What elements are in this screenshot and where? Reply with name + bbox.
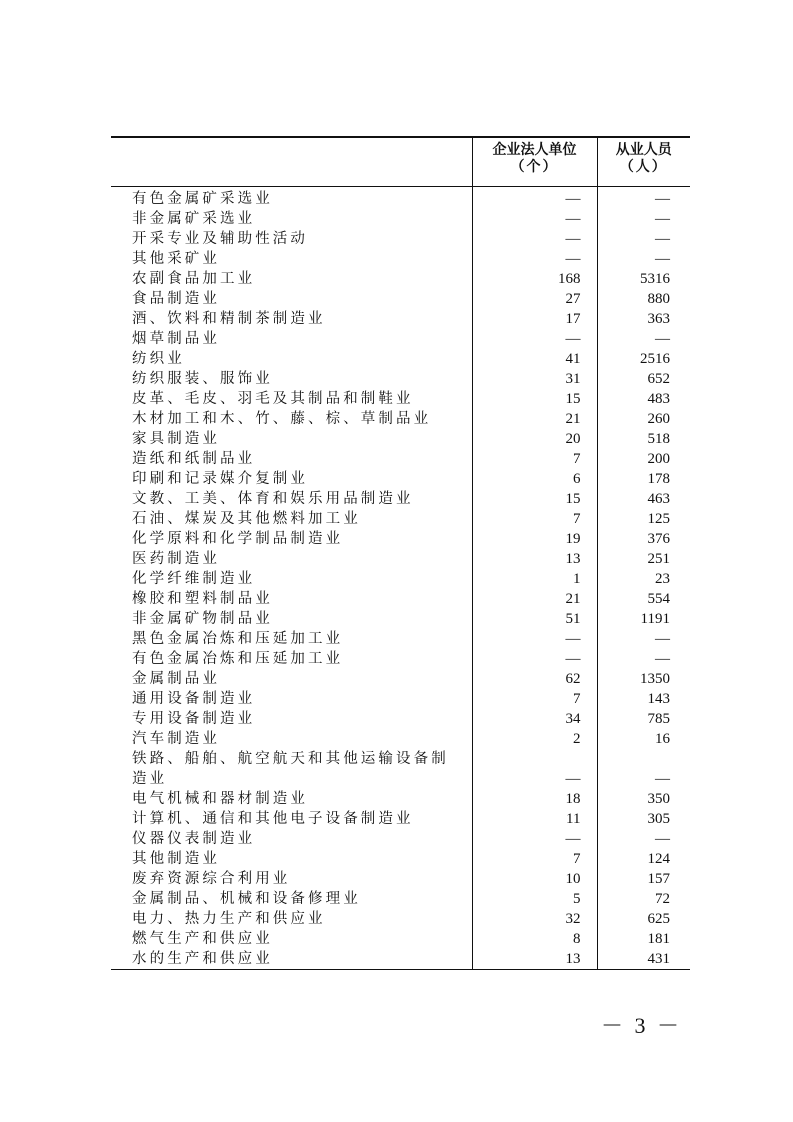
legal-entity-units-cell: 7 — [472, 449, 597, 469]
industry-name-cell: 计算机、通信和其他电子设备制造业 — [111, 809, 472, 829]
industry-name-cell: 橡胶和塑料制品业 — [111, 589, 472, 609]
industry-name-cell: 有色金属冶炼和压延加工业 — [111, 649, 472, 669]
industry-name-cell: 造纸和纸制品业 — [111, 449, 472, 469]
legal-entity-units-cell: 32 — [472, 909, 597, 929]
legal-entity-units-cell: 20 — [472, 429, 597, 449]
legal-entity-units-cell: 15 — [472, 489, 597, 509]
table-row — [111, 509, 690, 529]
table-row — [111, 569, 690, 589]
table-row — [111, 909, 690, 929]
industry-name-cell: 开采专业及辅助性活动 — [111, 229, 472, 249]
employees-cell: — — [655, 251, 670, 267]
legal-entity-units-cell: 1 — [472, 569, 597, 589]
employees-cell: 181 — [647, 931, 670, 947]
legal-entity-units-cell: 41 — [472, 349, 597, 369]
industry-name-cell: 专用设备制造业 — [111, 709, 472, 729]
industry-name-cell: 食品制造业 — [111, 289, 472, 309]
employees-cell: — — [655, 231, 670, 247]
industry-name-cell: 纺织业 — [111, 349, 472, 369]
industry-name-cell: 石油、煤炭及其他燃料加工业 — [111, 509, 472, 529]
industry-name-cell: 非金属矿物制品业 — [111, 609, 472, 629]
employees-cell: — — [655, 831, 670, 847]
table-row — [111, 249, 690, 269]
industry-name-cell: 农副食品加工业 — [111, 269, 472, 289]
legal-entity-units-cell: 7 — [472, 689, 597, 709]
table-row — [111, 809, 690, 829]
industry-name-cell: 金属制品、机械和设备修理业 — [111, 889, 472, 909]
legal-entity-units-cell: 10 — [472, 869, 597, 889]
table-header-row — [111, 138, 690, 187]
header-employees-unit: （人） — [619, 159, 668, 175]
employees-cell: 1350 — [640, 671, 670, 687]
legal-entity-units-cell: 62 — [472, 669, 597, 689]
table-row — [111, 229, 690, 249]
employees-cell: 178 — [647, 471, 670, 487]
legal-entity-units-cell: 19 — [472, 529, 597, 549]
legal-entity-units-cell: — — [472, 329, 597, 349]
table-row — [111, 209, 690, 229]
header-industry-blank — [111, 138, 472, 187]
table-row — [111, 549, 690, 569]
employees-cell: — — [655, 191, 670, 207]
employees-cell: 518 — [647, 431, 670, 447]
table-row — [111, 629, 690, 649]
employees-cell: 200 — [647, 451, 670, 467]
table-row — [111, 949, 690, 969]
table-row — [111, 789, 690, 809]
legal-entity-units-cell: 27 — [472, 289, 597, 309]
industry-name-cell: 文教、工美、体育和娱乐用品制造业 — [111, 489, 472, 509]
legal-entity-units-cell: 6 — [472, 469, 597, 489]
industry-name-cell: 木材加工和木、竹、藤、棕、草制品业 — [111, 409, 472, 429]
table-row — [111, 309, 690, 329]
employees-cell: 125 — [647, 511, 670, 527]
table-row — [111, 349, 690, 369]
table-row — [111, 749, 690, 789]
employees-cell: 652 — [647, 371, 670, 387]
table-row — [111, 669, 690, 689]
legal-entity-units-cell: 15 — [472, 389, 597, 409]
table-row — [111, 889, 690, 909]
legal-entity-units-cell: — — [472, 249, 597, 269]
industry-name-cell: 水的生产和供应业 — [111, 949, 472, 969]
industry-name-cell: 皮革、毛皮、羽毛及其制品和制鞋业 — [111, 389, 472, 409]
legal-entity-units-cell: 17 — [472, 309, 597, 329]
header-employees-title: 从业人员 — [615, 142, 672, 158]
header-units-title: 企业法人单位 — [492, 142, 577, 158]
industry-name-cell: 有色金属矿采选业 — [111, 187, 472, 210]
employees-cell: 72 — [655, 891, 670, 907]
table-bottom-rule — [111, 969, 690, 970]
employees-cell: 143 — [647, 691, 670, 707]
table-row — [111, 869, 690, 889]
table-row — [111, 289, 690, 309]
industry-name-cell: 化学原料和化学制品制造业 — [111, 529, 472, 549]
legal-entity-units-cell: 5 — [472, 889, 597, 909]
table-row — [111, 449, 690, 469]
employees-cell: 554 — [647, 591, 670, 607]
legal-entity-units-cell: — — [472, 187, 597, 210]
employees-cell: 305 — [647, 811, 670, 827]
legal-entity-units-cell: — — [472, 229, 597, 249]
table-row — [111, 429, 690, 449]
legal-entity-units-cell: 8 — [472, 929, 597, 949]
legal-entity-units-cell: 18 — [472, 789, 597, 809]
industry-name-cell: 烟草制品业 — [111, 329, 472, 349]
employees-cell: — — [655, 211, 670, 227]
legal-entity-units-cell: 2 — [472, 729, 597, 749]
legal-entity-units-cell: 51 — [472, 609, 597, 629]
legal-entity-units-cell: — — [472, 749, 597, 789]
employees-cell: 16 — [655, 731, 670, 747]
industry-name-cell: 化学纤维制造业 — [111, 569, 472, 589]
employees-cell: — — [655, 651, 670, 667]
table-row — [111, 929, 690, 949]
industry-name-cell: 非金属矿采选业 — [111, 209, 472, 229]
employees-cell: 350 — [647, 791, 670, 807]
industry-name-cell: 通用设备制造业 — [111, 689, 472, 709]
table-row — [111, 369, 690, 389]
industry-name-cell: 燃气生产和供应业 — [111, 929, 472, 949]
employees-cell: 1191 — [640, 611, 670, 627]
employees-cell: — — [655, 771, 670, 787]
table-row — [111, 729, 690, 749]
legal-entity-units-cell: — — [472, 209, 597, 229]
legal-entity-units-cell: — — [472, 649, 597, 669]
table-row — [111, 689, 690, 709]
industry-name-cell: 金属制品业 — [111, 669, 472, 689]
industry-name-cell: 印刷和记录媒介复制业 — [111, 469, 472, 489]
legal-entity-units-cell: 7 — [472, 509, 597, 529]
employees-cell: — — [655, 631, 670, 647]
table-row — [111, 649, 690, 669]
legal-entity-units-cell: 34 — [472, 709, 597, 729]
table-row — [111, 389, 690, 409]
employees-cell: 431 — [647, 951, 670, 967]
page-number: － 3 － — [600, 1013, 682, 1038]
industry-statistics-table — [111, 138, 690, 969]
employees-cell: 785 — [647, 711, 670, 727]
industry-name-cell: 医药制造业 — [111, 549, 472, 569]
employees-cell: 124 — [647, 851, 670, 867]
header-units-unit: （个） — [510, 159, 559, 175]
industry-name-cell: 酒、饮料和精制茶制造业 — [111, 309, 472, 329]
table-row — [111, 409, 690, 429]
legal-entity-units-cell: 13 — [472, 549, 597, 569]
employees-cell: 2516 — [640, 351, 670, 367]
employees-cell: 5316 — [640, 271, 670, 287]
industry-name-cell: 电力、热力生产和供应业 — [111, 909, 472, 929]
industry-name-cell: 废弃资源综合利用业 — [111, 869, 472, 889]
industry-name-cell: 纺织服装、服饰业 — [111, 369, 472, 389]
statistics-table-container — [111, 136, 690, 970]
legal-entity-units-cell: 11 — [472, 809, 597, 829]
employees-cell: 376 — [647, 531, 670, 547]
legal-entity-units-cell: 21 — [472, 589, 597, 609]
employees-cell: 483 — [647, 391, 670, 407]
legal-entity-units-cell: 21 — [472, 409, 597, 429]
employees-cell: 625 — [647, 911, 670, 927]
table-row — [111, 469, 690, 489]
legal-entity-units-cell: 13 — [472, 949, 597, 969]
table-row — [111, 269, 690, 289]
employees-cell: 23 — [655, 571, 670, 587]
legal-entity-units-cell: — — [472, 629, 597, 649]
legal-entity-units-cell: 168 — [472, 269, 597, 289]
header-employees — [597, 138, 690, 187]
table-row — [111, 829, 690, 849]
table-row — [111, 589, 690, 609]
industry-name-cell: 汽车制造业 — [111, 729, 472, 749]
table-row — [111, 849, 690, 869]
industry-name-cell: 其他采矿业 — [111, 249, 472, 269]
table-body — [111, 187, 690, 970]
legal-entity-units-cell: 31 — [472, 369, 597, 389]
industry-name-cell: 家具制造业 — [111, 429, 472, 449]
table-row — [111, 329, 690, 349]
industry-name-cell: 电气机械和器材制造业 — [111, 789, 472, 809]
industry-name-cell: 仪器仪表制造业 — [111, 829, 472, 849]
industry-name-cell: 其他制造业 — [111, 849, 472, 869]
employees-cell: 157 — [647, 871, 670, 887]
industry-name-cell: 铁路、船舶、航空航天和其他运输设备制造业 — [111, 749, 472, 789]
header-legal-entity-units — [472, 138, 597, 187]
legal-entity-units-cell: 7 — [472, 849, 597, 869]
legal-entity-units-cell: — — [472, 829, 597, 849]
employees-cell: 260 — [647, 411, 670, 427]
table-row — [111, 187, 690, 210]
employees-cell: — — [655, 331, 670, 347]
employees-cell: 251 — [647, 551, 670, 567]
employees-cell: 363 — [647, 311, 670, 327]
industry-name-cell: 黑色金属冶炼和压延加工业 — [111, 629, 472, 649]
table-header — [111, 138, 690, 187]
table-row — [111, 529, 690, 549]
employees-cell: 880 — [647, 291, 670, 307]
table-row — [111, 489, 690, 509]
table-row — [111, 709, 690, 729]
employees-cell: 463 — [647, 491, 670, 507]
table-row — [111, 609, 690, 629]
